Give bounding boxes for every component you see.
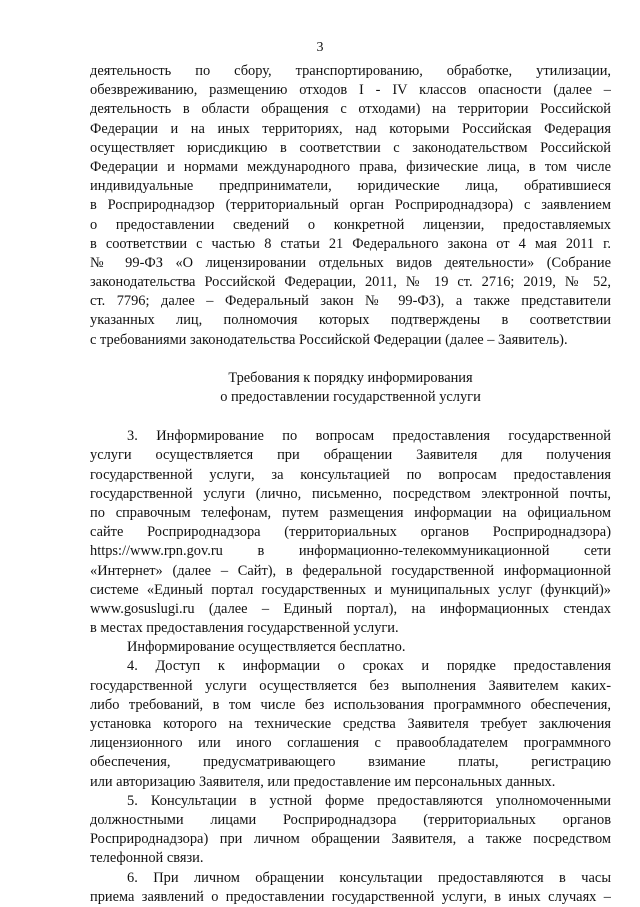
text-line: Информирование осуществляется бесплатно. (127, 639, 406, 656)
text-line: 3. Информирование по вопросам предоставления государственной (127, 428, 611, 445)
text-line: или авторизацию Заявителя, или предоставление им персональных данных. (90, 773, 556, 790)
text-line: обеспечения, предусматривающего взимание платы, регистрацию (90, 754, 611, 771)
intro-paragraph (90, 62, 611, 350)
text-line: индивидуальные предприниматели, юридические лица, обратившиеся (90, 178, 611, 195)
text-line: 4. Доступ к информации о сроках и порядке предоставления (127, 658, 611, 675)
text-line: сайте Росприроднадзора (территориальных органов Росприроднадзора) (90, 524, 611, 541)
text-line: государственной услуги, за консультацией по вопросам предоставления (90, 466, 611, 483)
text-line: государственной услуги (лично, письменно, посредством электронной почты, (90, 485, 611, 502)
text-line: Федерации и нормами международного права, физические лица, в том числе (90, 158, 611, 175)
text-line: лицензионного или иного соглашения с правообладателем программного (90, 735, 611, 752)
text-line: приема заявлений о предоставлении государственной услуги, в иных случаях – (90, 888, 611, 905)
text-line: о предоставлении сведений о конкретной лицензии, предоставляемых (90, 216, 611, 233)
text-line: ст. 7796; далее – Федеральный закон № 99-ФЗ), а также представители (90, 293, 611, 310)
text-line: указанных лиц, полномочия которых подтверждены в соответствии (90, 312, 611, 329)
text-line: в Росприроднадзор (территориальный орган Росприроднадзора) с заявлением (90, 197, 611, 214)
heading-line: о предоставлении государственной услуги (220, 389, 481, 405)
text-line: Росприроднадзора) при личном обращении Заявителя, а также посредством (90, 831, 611, 848)
text-line: https://www.rpn.gov.ru в информационно-телекоммуникационной сети (90, 543, 611, 560)
page-number: 3 (316, 40, 324, 55)
text-line: по справочным телефонам, путем размещения информации на официальном (90, 504, 611, 521)
text-line: либо требований, в том числе без использования программного обеспечения, (90, 696, 611, 713)
paragraph-4 (90, 657, 611, 791)
text-line: 6. При личном обращении консультации предоставляются в часы (127, 869, 611, 886)
text-line: законодательства Российской Федерации, 2011, № 19 ст. 2716; 2019, № 52, (90, 274, 611, 291)
section-heading (90, 369, 611, 407)
heading-line: Требования к порядку информирования (228, 369, 473, 386)
text-line: государственной услуги осуществляется без выполнения Заявителем каких- (90, 677, 611, 694)
text-line: 5. Консультации в устной форме предоставляются уполномоченными (127, 792, 611, 809)
text-line: в местах предоставления государственной услуги. (90, 620, 399, 637)
text-line: телефонной связи. (90, 850, 204, 867)
text-line: деятельность в области обращения с отходами) на территории Российской (90, 101, 611, 118)
text-line: Федерации и на иных территориях, над которыми Российская Федерация (90, 120, 611, 137)
free-information-paragraph (90, 638, 611, 657)
text-line: деятельность по сбору, транспортированию, обработке, утилизации, (90, 63, 611, 79)
text-line: системе «Единый портал государственных и муниципальных услуг (функций)» (90, 581, 611, 598)
text-line: должностными лицами Росприроднадзора (территориальных органов (90, 811, 611, 828)
paragraph-6 (90, 869, 611, 907)
paragraph-3 (90, 427, 611, 638)
text-line: «Интернет» (далее – Сайт), в федеральной государственной информационной (90, 562, 611, 579)
paragraph-5 (90, 792, 611, 869)
text-line: с требованиями законодательства Российской Федерации (далее – Заявитель). (90, 331, 568, 348)
text-line: установка которого на технические средства Заявителя требует заключения (90, 716, 611, 732)
document-body (90, 62, 611, 907)
text-line: www.gosuslugi.ru (далее – Единый портал), на информационных стендах (90, 600, 611, 617)
text-line: осуществляет юрисдикцию в соответствии с законодательством Российской (90, 139, 611, 156)
text-line: № 99-ФЗ «О лицензировании отдельных видов деятельности» (Собрание (90, 254, 611, 271)
text-line: услуги осуществляется при обращении Заявителя для получения (90, 447, 611, 464)
text-line: в соответствии с частью 8 статьи 21 Федерального закона от 4 мая 2011 г. (90, 235, 611, 252)
text-line: обезвреживанию, размещению отходов I - IV классов опасности (далее – (90, 82, 611, 99)
